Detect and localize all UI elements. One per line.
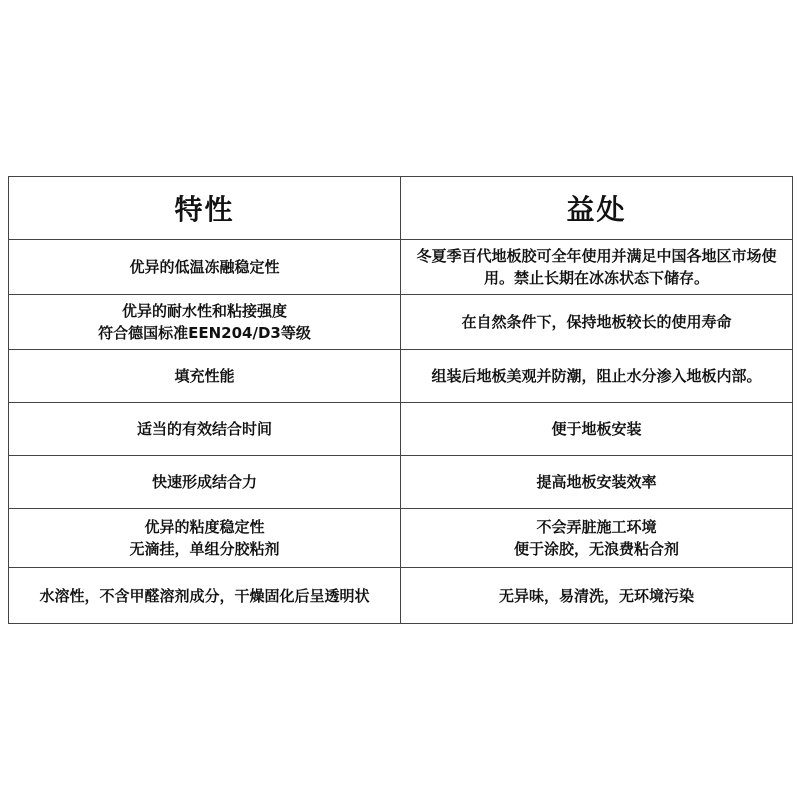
benefit-cell [401, 295, 793, 350]
feature-text: 水溶性，不含甲醛溶剂成分，干燥固化后呈透明状 [39, 586, 370, 605]
feature-cell [9, 456, 401, 509]
feature-text: 优异的耐水性和粘接强度 [121, 302, 287, 320]
table-row [9, 240, 793, 295]
benefit-text: 冬夏季百代地板胶可全年使用并满足中国各地区市场使用。禁止长期在冰冻状态下储存。 [416, 247, 777, 287]
feature-text: 适当的有效结合时间 [136, 420, 272, 438]
table-row [9, 403, 793, 456]
feature-cell [9, 509, 401, 568]
feature-cell [9, 403, 401, 456]
benefit-cell [401, 568, 793, 624]
benefit-cell [401, 509, 793, 568]
header-benefit: 益处 [401, 177, 793, 240]
benefit-text: 组装后地板美观并防潮，阻止水分渗入地板内部。 [431, 367, 762, 385]
table-row [9, 456, 793, 509]
benefit-text: 不会弄脏施工环境 [536, 518, 657, 536]
feature-text: 快速形成结合力 [151, 473, 257, 491]
table-row [9, 509, 793, 568]
benefit-text: 无异味，易清洗，无环境污染 [498, 586, 694, 605]
table-header-row [9, 177, 793, 240]
feature-cell [9, 240, 401, 295]
feature-text: 优异的低温冻融稳定性 [129, 258, 280, 276]
feature-benefit-table [8, 176, 793, 624]
benefit-text: 便于地板安装 [551, 420, 642, 438]
table-row [9, 350, 793, 403]
benefit-text: 在自然条件下，保持地板较长的使用寿命 [461, 313, 732, 331]
feature-cell [9, 350, 401, 403]
benefit-text: 提高地板安装效率 [536, 473, 657, 491]
feature-text: 符合德国标准EEN204/D3等级 [98, 324, 311, 342]
feature-text: 填充性能 [174, 367, 235, 385]
table-row [9, 295, 793, 350]
benefit-cell [401, 403, 793, 456]
feature-cell [9, 295, 401, 350]
feature-cell [9, 568, 401, 624]
benefit-text: 便于涂胶，无浪费粘合剂 [513, 540, 679, 558]
benefit-cell [401, 240, 793, 295]
benefit-cell [401, 456, 793, 509]
benefit-cell [401, 350, 793, 403]
header-feature: 特性 [9, 177, 401, 240]
table-row [9, 568, 793, 624]
feature-text: 优异的粘度稳定性 [144, 518, 265, 536]
feature-text: 无滴挂，单组分胶粘剂 [129, 540, 280, 558]
